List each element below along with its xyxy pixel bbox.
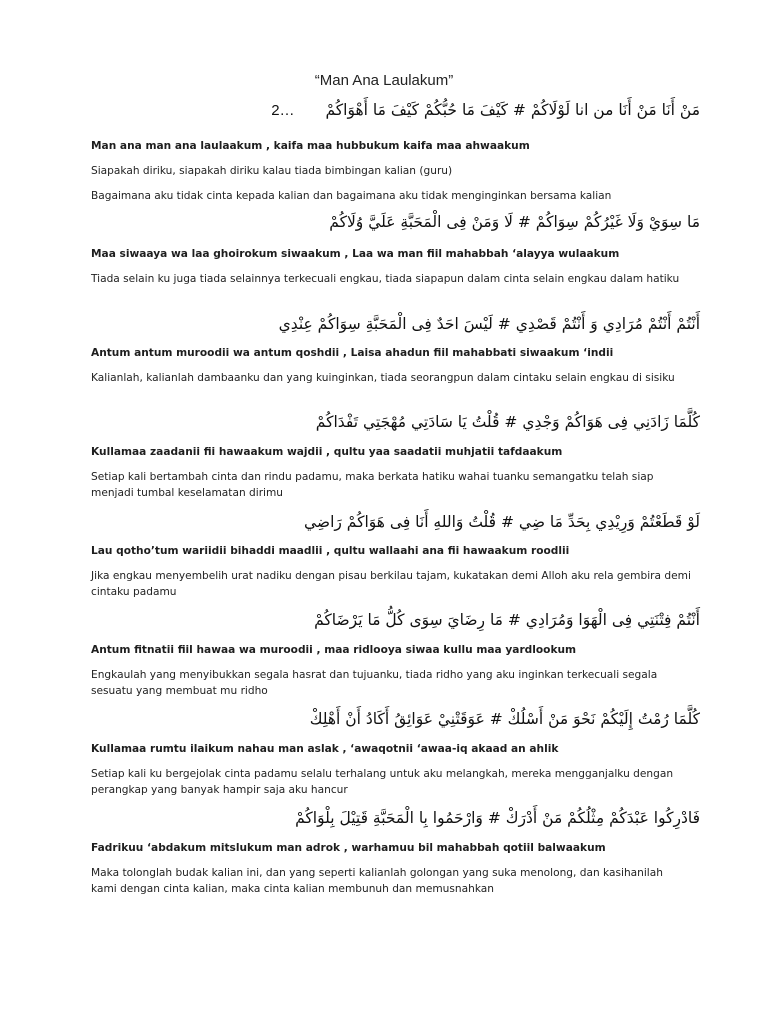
translation-8: Maka tolonglah budak kalian ini, dan yang seperti kalianlah golongan yang suka menolong, dan kasihanilah kami dengan cinta kalian, maka cinta kalian membunuh dan memusnahkan	[91, 867, 663, 895]
page-title: “Man Ana Laulakum”	[314, 72, 454, 89]
arabic-verse-6: أَنْتُمْ فِتْنَتِي فِى الْهَوَا وَمُرَادِي # مَا رِضَايَ سِوَى كُلُّ مَا يَرْضَاكُمْ	[314, 611, 700, 629]
transliteration-3: Antum antum muroodii wa antum qoshdii , Laisa ahadun fiil mahabbati siwaakum ‘indii	[91, 347, 614, 359]
translation-1a: Siapakah diriku, siapakah diriku kalau tiada bimbingan kalian (guru)	[91, 165, 453, 177]
transliteration-2: Maa siwaaya wa laa ghoirokum siwaakum , Laa wa man fiil mahabbah ‘alayya wulaakum	[91, 248, 620, 260]
arabic-verse-7: كُلَّمَا رُمْتُ إِلَيْكُمْ نَحْوَ مَنْ أَسْلُكْ # عَوَقَتْنِيْ عَوَائِقُ أَكَادُ أَنْ أَهْلِكْ	[309, 710, 700, 728]
translation-6: Engkaulah yang menyibukkan segala hasrat dan tujuanku, tiada ridho yang aku inginkan terkecuali segala sesuatu yang membuat mu ridho	[91, 669, 658, 697]
arabic-verse-1	[100, 100, 700, 121]
arabic-verse-8: فَادْرِكُوا عَبْدَكُمْ مِثْلُكُمْ مَنْ أَدْرَكْ # وَارْحَمُوا بِا الْمَحَبَّةِ قَتِيْلَ بِلْوَاكُمْ	[295, 809, 700, 827]
translation-5: Jika engkau menyembelih urat nadiku dengan pisau berkilau tajam, kukatakan demi Alloh aku rela gembira demi cintaku padamu	[91, 570, 691, 598]
translation-3: Kalianlah, kalianlah dambaanku dan yang kuinginkan, tiada seorangpun dalam cintaku selain engkau di sisiku	[91, 372, 675, 384]
arabic-verse-5: لَوْ قَطَعْتُمْ وَرِيْدِي بِحَدِّ مَا ضِي # قُلْتُ وَاللهِ أَنَا فِى هَوَاكُمْ رَاضِي	[304, 513, 700, 531]
translation-7: Setiap kali ku bergejolak cinta padamu selalu terhalang untuk aku melangkah, mereka mengganjalku dengan perangkap yang banyak hampir saja aku hancur	[91, 768, 674, 796]
translation-1b: Bagaimana aku tidak cinta kepada kalian dan bagaimana aku tidak menginginkan bersama kalian	[91, 190, 612, 202]
arabic-verse-4: كُلَّمَا زَادَنِي فِى هَوَاكُمْ وَجْدِي # قُلْتُ يَا سَادَتِي مُهْجَتِي تَفْدَاكُمْ	[315, 413, 700, 431]
transliteration-7: Kullamaa rumtu ilaikum nahau man aslak , ‘awaqotnii ‘awaa-iq akaad an ahlik	[91, 743, 559, 755]
arabic-verse-2: مَا سِوَيْ وَلَا غَيْرُكُمْ سِوَاكُمْ # لَا وَمَنْ فِى الْمَحَبَّةِ عَلَيَّ وُلَاكُمْ	[329, 213, 700, 231]
translation-2: Tiada selain ku juga tiada selainnya terkecuali engkau, tiada siapapun dalam cinta selain engkau dalam hatiku	[91, 273, 680, 285]
verse-number: 2…	[271, 102, 295, 119]
transliteration-4: Kullamaa zaadanii fii hawaakum wajdii , qultu yaa saadatii muhjatii tafdaakum	[91, 446, 563, 458]
transliteration-8: Fadrikuu ‘abdakum mitslukum man adrok , warhamuu bil mahabbah qotiil balwaakum	[91, 842, 606, 854]
transliteration-6: Antum fitnatii fiil hawaa wa muroodii , maa ridlooya siwaa kullu maa yardlookum	[91, 644, 577, 656]
arabic-verse-3: أَنْتُمْ أَنْتُمْ مُرَادِي وَ أَنْتُمْ قَصْدِي # لَيْسَ احَدٌ فِى الْمَحَبَّةِ سِوَاكُمْ عِنْدِي	[278, 315, 700, 333]
translation-4: Setiap kali bertambah cinta dan rindu padamu, maka berkata hatiku wahai tuanku semangatku telah siap menjadi tumbal keselamatan dirimu	[91, 471, 654, 499]
arabic-verse-text: مَنْ أَنَا مَنْ أَنَا من انا لَوْلَاكُمْ # كَيْفَ مَا حُبُّكُمْ كَيْفَ مَا أَهْوَاكُمْ	[325, 101, 700, 119]
transliteration-1: Man ana man ana laulaakum , kaifa maa hubbukum kaifa maa ahwaakum	[91, 140, 530, 152]
transliteration-5: Lau qotho’tum wariidii bihaddi maadlii , qultu wallaahi ana fii hawaakum roodlii	[91, 545, 570, 557]
